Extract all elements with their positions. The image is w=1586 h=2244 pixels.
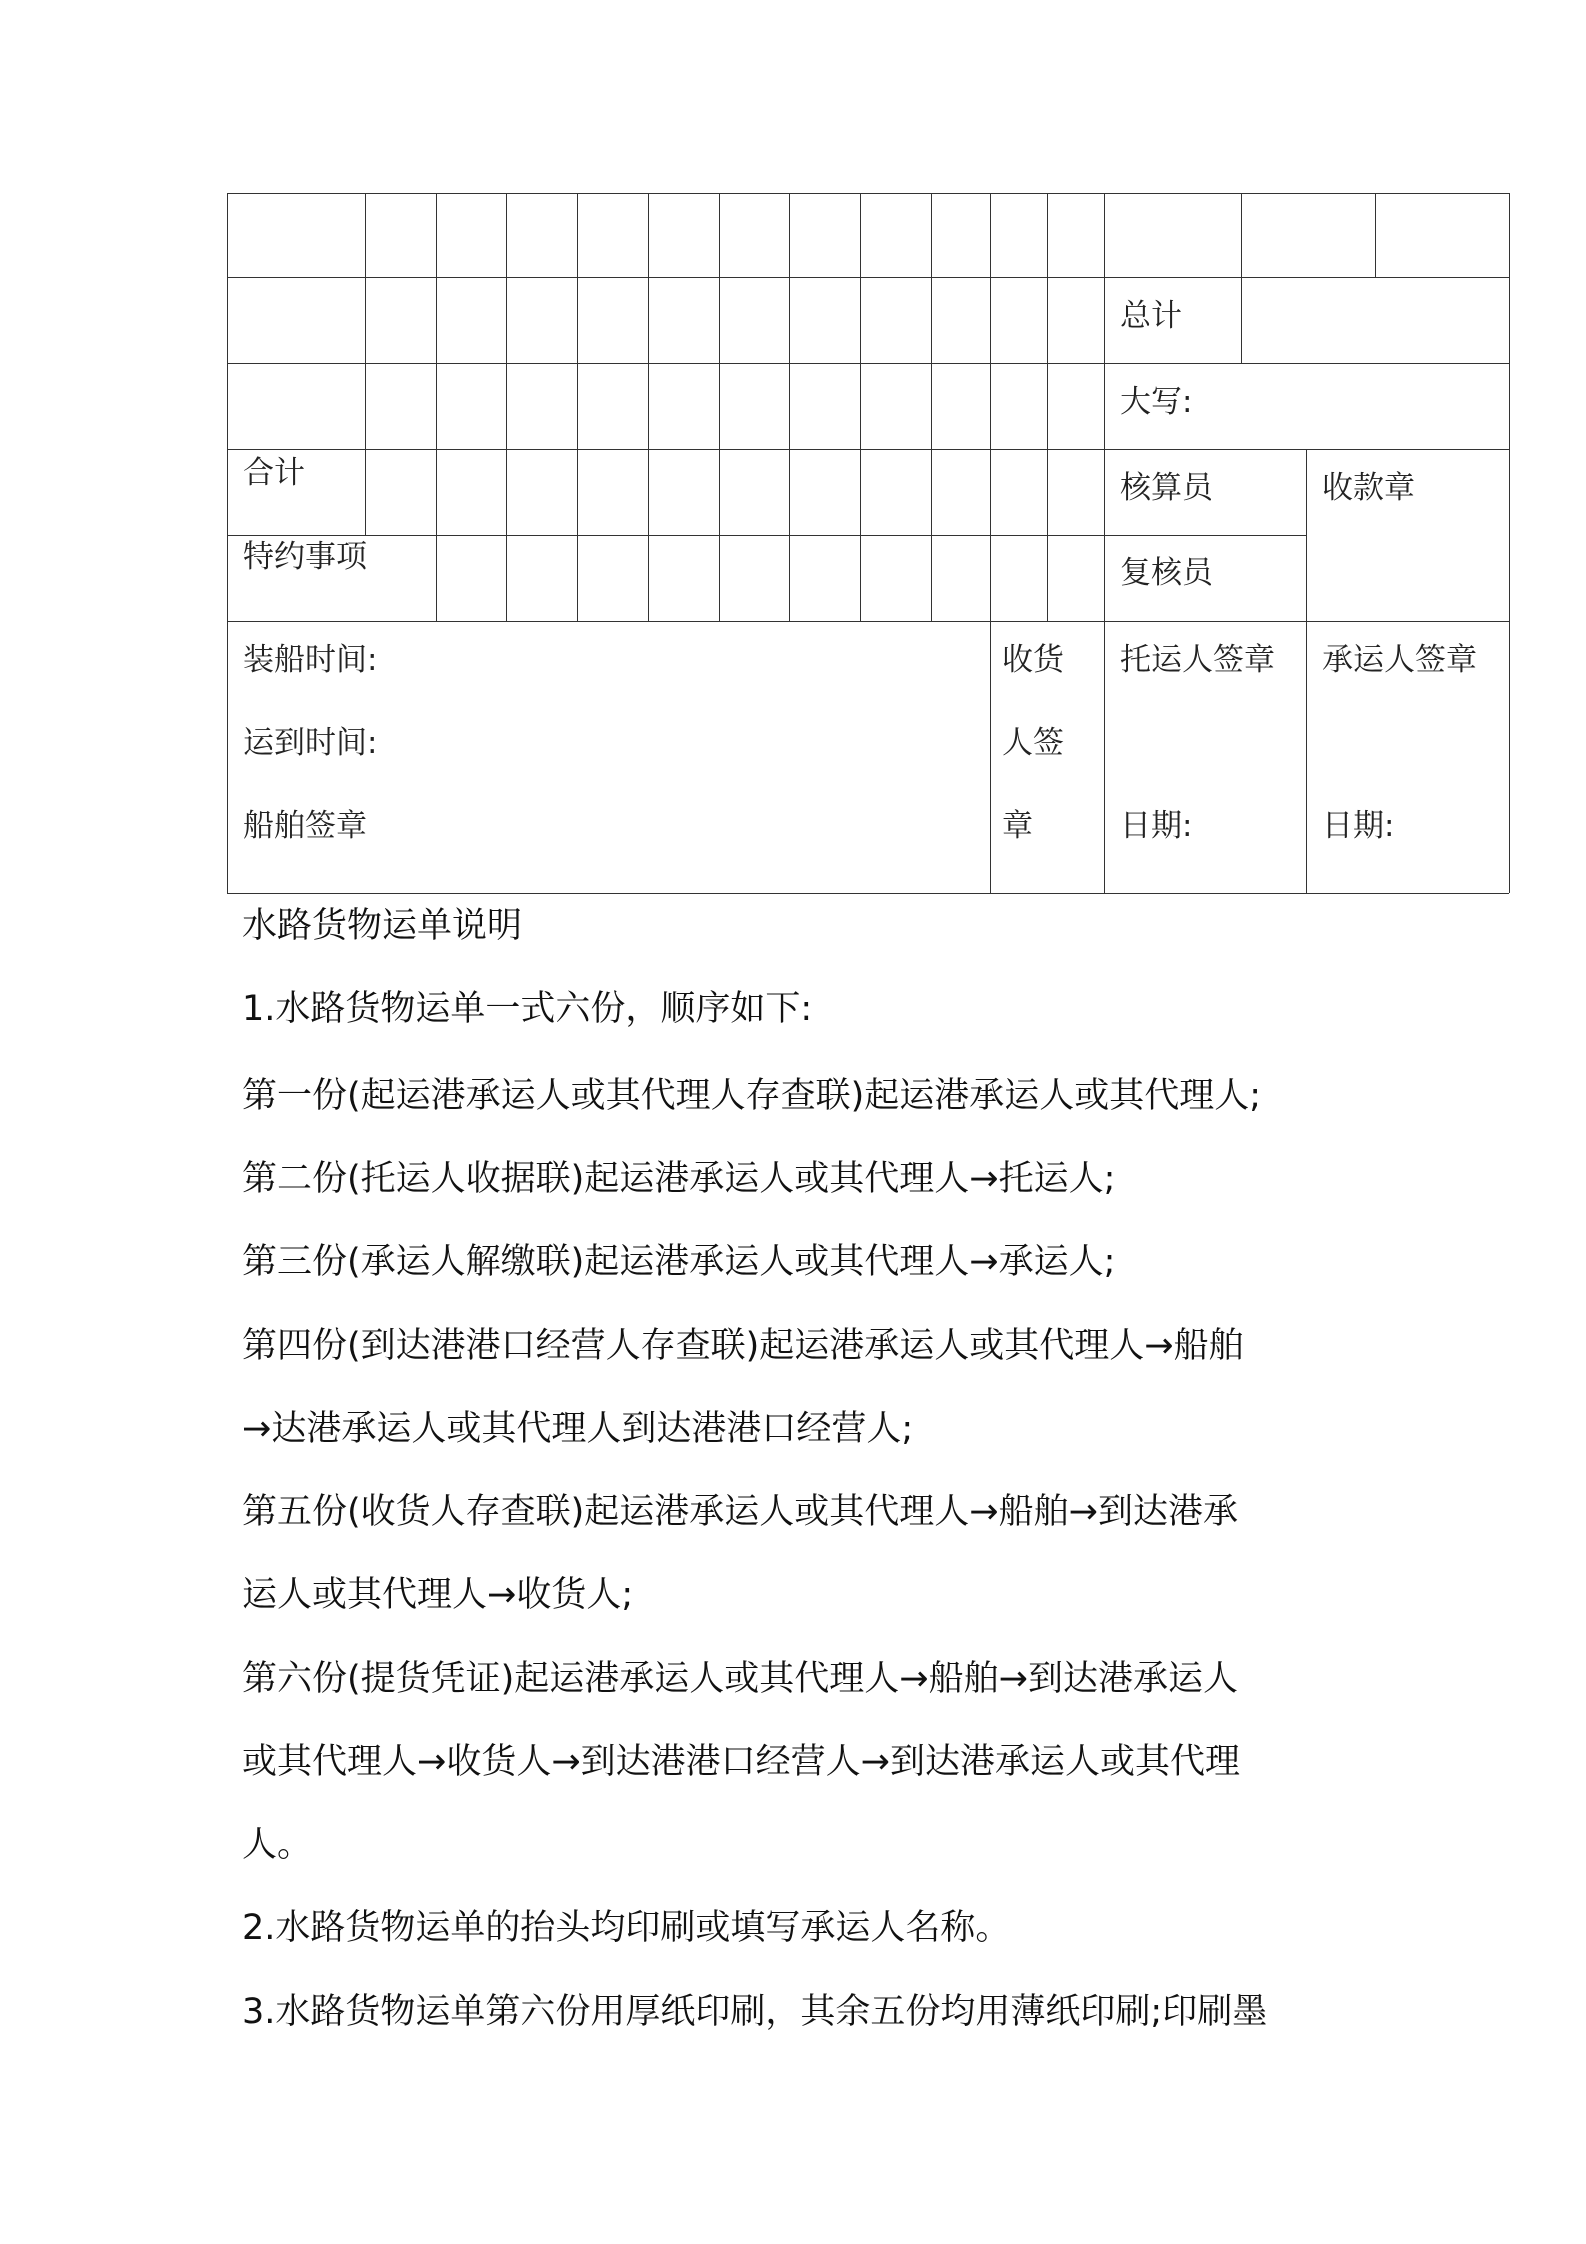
notes-line: 2.水路货物运单的抬头均印刷或填写承运人名称。 bbox=[242, 1908, 1011, 1948]
table-line bbox=[1306, 449, 1307, 893]
reviewer-label: 复核员 bbox=[1120, 555, 1213, 591]
consignee-sign-label: 人签 bbox=[1002, 725, 1064, 761]
table-line bbox=[436, 193, 437, 621]
table-line bbox=[719, 193, 720, 621]
table-line bbox=[1104, 193, 1105, 893]
table-line bbox=[648, 193, 649, 621]
notes-line: 3.水路货物运单第六份用厚纸印刷，其余五份均用薄纸印刷;印刷墨 bbox=[242, 1992, 1268, 2032]
table-line bbox=[789, 193, 790, 621]
notes-line: 第二份(托运人收据联)起运港承运人或其代理人→托运人; bbox=[242, 1159, 1116, 1199]
table-line bbox=[1241, 193, 1242, 363]
table-line bbox=[577, 193, 578, 621]
table-line bbox=[227, 277, 1509, 278]
table-line bbox=[1509, 193, 1510, 893]
consignee-sign-label: 章 bbox=[1002, 808, 1033, 844]
notes-title: 水路货物运单说明 bbox=[242, 906, 523, 946]
table-line bbox=[365, 193, 366, 535]
accountant-label: 核算员 bbox=[1120, 470, 1213, 506]
receipt-stamp-label: 收款章 bbox=[1322, 470, 1415, 506]
notes-line: →达港承运人或其代理人到达港港口经营人; bbox=[242, 1409, 914, 1449]
table-line bbox=[227, 193, 1509, 194]
carrier-sign-label: 承运人签章 bbox=[1322, 642, 1477, 678]
notes-line: 第一份(起运港承运人或其代理人存查联)起运港承运人或其代理人; bbox=[242, 1076, 1262, 1116]
table-line bbox=[227, 193, 228, 893]
table-line bbox=[227, 621, 1509, 622]
table-line bbox=[227, 449, 1509, 450]
consignee-sign-label: 收货 bbox=[1002, 642, 1064, 678]
sum-label: 合计 bbox=[243, 455, 305, 491]
ship-stamp-label: 船舶签章 bbox=[243, 808, 367, 844]
table-line bbox=[506, 193, 507, 621]
table-line bbox=[1375, 193, 1376, 277]
special-terms-label: 特约事项 bbox=[243, 539, 367, 575]
notes-line: 或其代理人→收货人→到达港港口经营人→到达港承运人或其代理 bbox=[242, 1742, 1240, 1782]
table-line bbox=[227, 535, 1306, 536]
notes-line: 第三份(承运人解缴联)起运港承运人或其代理人→承运人; bbox=[242, 1242, 1116, 1282]
notes-line: 运人或其代理人→收货人; bbox=[242, 1575, 634, 1615]
notes-line: 第四份(到达港港口经营人存查联)起运港承运人或其代理人→船舶 bbox=[242, 1326, 1244, 1366]
shipper-sign-label: 托运人签章 bbox=[1120, 642, 1275, 678]
table-line bbox=[990, 193, 991, 893]
total-label: 总计 bbox=[1120, 298, 1182, 334]
shipper-date-label: 日期: bbox=[1120, 808, 1193, 844]
table-line bbox=[227, 363, 1509, 364]
waybill-form-table bbox=[0, 0, 1586, 900]
table-line bbox=[931, 193, 932, 621]
table-line bbox=[860, 193, 861, 621]
notes-line: 1.水路货物运单一式六份，顺序如下: bbox=[242, 989, 813, 1029]
table-line bbox=[1047, 193, 1048, 621]
notes-line: 人。 bbox=[242, 1825, 313, 1865]
loading-time-label: 装船时间: bbox=[243, 642, 378, 678]
table-line bbox=[227, 893, 1509, 894]
carrier-date-label: 日期: bbox=[1322, 808, 1395, 844]
capital-amount-label: 大写: bbox=[1120, 384, 1193, 420]
arrival-time-label: 运到时间: bbox=[243, 725, 378, 761]
notes-line: 第六份(提货凭证)起运港承运人或其代理人→船舶→到达港承运人 bbox=[242, 1659, 1238, 1699]
notes-line: 第五份(收货人存查联)起运港承运人或其代理人→船舶→到达港承 bbox=[242, 1492, 1238, 1532]
